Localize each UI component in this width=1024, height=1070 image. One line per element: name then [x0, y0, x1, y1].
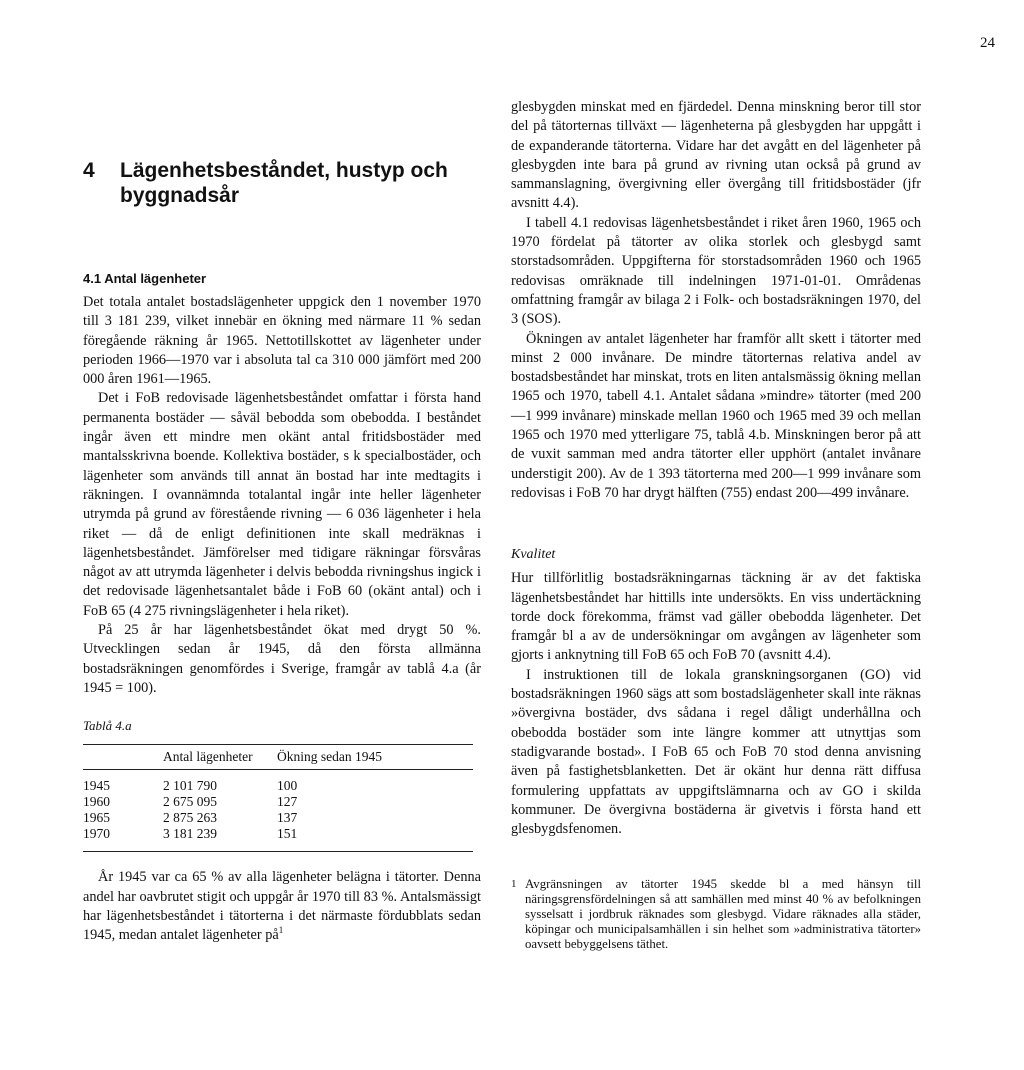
chapter-title: Lägenhetsbeståndet, hustyp och byggnadsår — [120, 159, 448, 207]
data-table — [83, 744, 473, 852]
paragraph: Det i FoB redovisade lägenhetsbeståndet omfattar i första hand permanenta bostäder — såväl bebodda som obebodda. I beståndet ingår även ett mindre men okänt antal fritidsbostäder med mantalsskrivna boende. Kollektiva bostäder, s k specialbostäder, och lägenheter som används till annat än bostad har inte medtagits i räkningen. I ovannämnda totalantal ingår inte heller lägenheter utrymda på grund av förestående rivning — 6 036 lägenheter i hela riket — då de enligt definitionen inte skall medräknas i lägenhetsbeståndet. Jämförelser med tidigare räkningar försvåras något av att utrymda lägenheter i delvis bebodda rivningshus ingick i det redovisade lägenhetsantalet både i FoB 60 (okänt antal) och i FoB 65 (4 275 rivningslägenheter i hela riket). — [83, 390, 481, 619]
table-row — [83, 826, 473, 852]
table-cell: 127 — [277, 794, 298, 810]
footnote-reference: 1 — [278, 925, 284, 936]
paragraph: Ökningen av antalet lägenheter har framför allt skett i tätorter med minst 2 000 invånare. De mindre tätorternas relativa andel av bostadsbeståndet har minskat, trots en liten antalsmässig ökning mellan 1965 och 1970, tabell 4.1. Antalet sådana »mindre» tätorter (med 200—1 999 invånare) minskade mellan 1960 och 1965 med 39 och mellan 1965 och 1970 med ytterligare 75, tablå 4.b. Minskningen beror på att de vuxit samman med andra tätorter eller upphört (antalet invånare understigit 200). Av de 1 393 tätorterna med 200—1 999 invånare som redovisas i FoB 70 har drygt hälften (755) endast 200—499 invånare. — [511, 330, 921, 501]
table-row — [83, 794, 473, 810]
table-label: Tablå 4.a — [83, 718, 132, 734]
subheading-quality: Kvalitet — [511, 547, 556, 563]
table-header-count: Antal lägenheter — [163, 745, 277, 770]
table-cell: 1970 — [83, 826, 163, 852]
table-cell: 151 — [277, 826, 473, 852]
paragraph: glesbygden minskat med en fjärdedel. Denna minskning beror till stor del på tätorternas tillväxt — lägenheterna på glesbygden har uppgått i de expanderande tätorterna. Vidare har det avgått en del lägenheter på glesbygden inte bara på grund av rivning utan också på grund av sammanslagning, övergivning eller övergång till fritidsbostäder (jfr avsnitt 4.4). — [511, 99, 921, 212]
page-number: 24 — [980, 35, 995, 51]
table-cell: 2 675 095 — [163, 794, 217, 810]
right-column — [511, 98, 921, 952]
table-cell: 100 — [277, 778, 298, 794]
table-row — [83, 770, 473, 795]
paragraph — [83, 868, 481, 945]
table-header-year — [83, 745, 163, 770]
footnote-text: Avgränsningen av tätorter 1945 skedde bl a med hänsyn till näringsgrensfördelningen så att samhällen med minst 40 % av befolkningen sysselsatt i jordbruk räknades som glesbygd. Vidare räknades alla städer, köpingar och municipalsamhällen i sin helhet som »administrativa tätorter» oavsett bebyggelsens täthet. — [525, 877, 921, 952]
footnote — [511, 877, 921, 952]
table-cell: 2 101 790 — [163, 778, 217, 794]
chapter-number: 4 — [83, 159, 95, 182]
table-cell: 1960 — [83, 794, 110, 810]
paragraph: Hur tillförlitlig bostadsräkningarnas täckning är av det faktiska lägenhetsbeståndet har hittills inte undersökts. En viss undertäckning torde dock förekomma, främst vad gäller obebodda lägenheter. Det framgår bl a av de undersökningar om avgången av lägenheter som gjorts i anknytning till FoB 65 och FoB 70 (avsnitt 4.4). — [511, 570, 921, 664]
paragraph: I tabell 4.1 redovisas lägenhetsbeståndet i riket åren 1960, 1965 och 1970 fördelat på tätorter av olika storlek och glesbygd samt storstadsområden. Uppgifterna för storstadsområden 1960 och 1965 redovisas omräknade till indelningen 1971-01-01. Områdenas omfattning framgår av bilaga 2 i Folk- och bostadsräkningen 1970, del 3 (SOS). — [511, 214, 921, 328]
chapter-heading — [83, 158, 481, 208]
paragraph: Det totala antalet bostadslägenheter uppgick den 1 november 1970 till 3 181 239, vilket innebär en ökning med närmare 11 % sedan föregående räkning år 1965. Nettotillskottet av lägenheter under perioden 1966—1970 var i absoluta tal ca 310 000 jämfört med 200 000 åren 1961—1965. — [83, 294, 481, 388]
footnote-marker: 1 — [511, 878, 517, 891]
table-cell: 1965 — [83, 810, 110, 826]
table-row — [83, 810, 473, 826]
paragraph: I instruktionen till de lokala granskningsorganen (GO) vid bostadsräkningen 1960 sägs att som bostadslägenheter skall inte räknas »övergivna bostäder, dvs sådana i regel dåligt underhållna och obebodda bostäder som inte längre kommer att utnyttjas som stadigvarande bostad». I FoB 65 och FoB 70 stod denna anvisning även på fastighetsblanketten. Det är okänt hur denna rätt diffusa formulering uppfattats av uppgiftslämnarna och av GO i skilda kommuner. De övergivna bostäderna är givetvis i första hand ett glesbygdsfenomen. — [511, 666, 921, 838]
table-cell: 2 875 263 — [163, 810, 217, 826]
table-cell: 3 181 239 — [163, 826, 277, 852]
table-cell: 137 — [277, 810, 298, 826]
paragraph-text: År 1945 var ca 65 % av alla lägenheter belägna i tätorter. Denna andel har oavbrutet stigit och uppgår år 1970 till 83 %. Antalsmässigt har lägenhetsbeståndet i tätorterna i det närmaste fördubblats sedan 1945, medan antalet lägenheter på — [83, 869, 481, 944]
table-header-increase: Ökning sedan 1945 — [277, 745, 473, 770]
section-title: 4.1 Antal lägenheter — [83, 271, 207, 286]
paragraph: På 25 år har lägenhetsbeståndet ökat med drygt 50 %. Utvecklingen sedan år 1945, då den första allmänna bostadsräkningen genomfördes i Sverige, framgår av tablå 4.a (år 1945 = 100). — [83, 622, 481, 696]
table-cell: 1945 — [83, 778, 110, 794]
table-header-row — [83, 745, 473, 770]
left-column — [83, 158, 481, 945]
